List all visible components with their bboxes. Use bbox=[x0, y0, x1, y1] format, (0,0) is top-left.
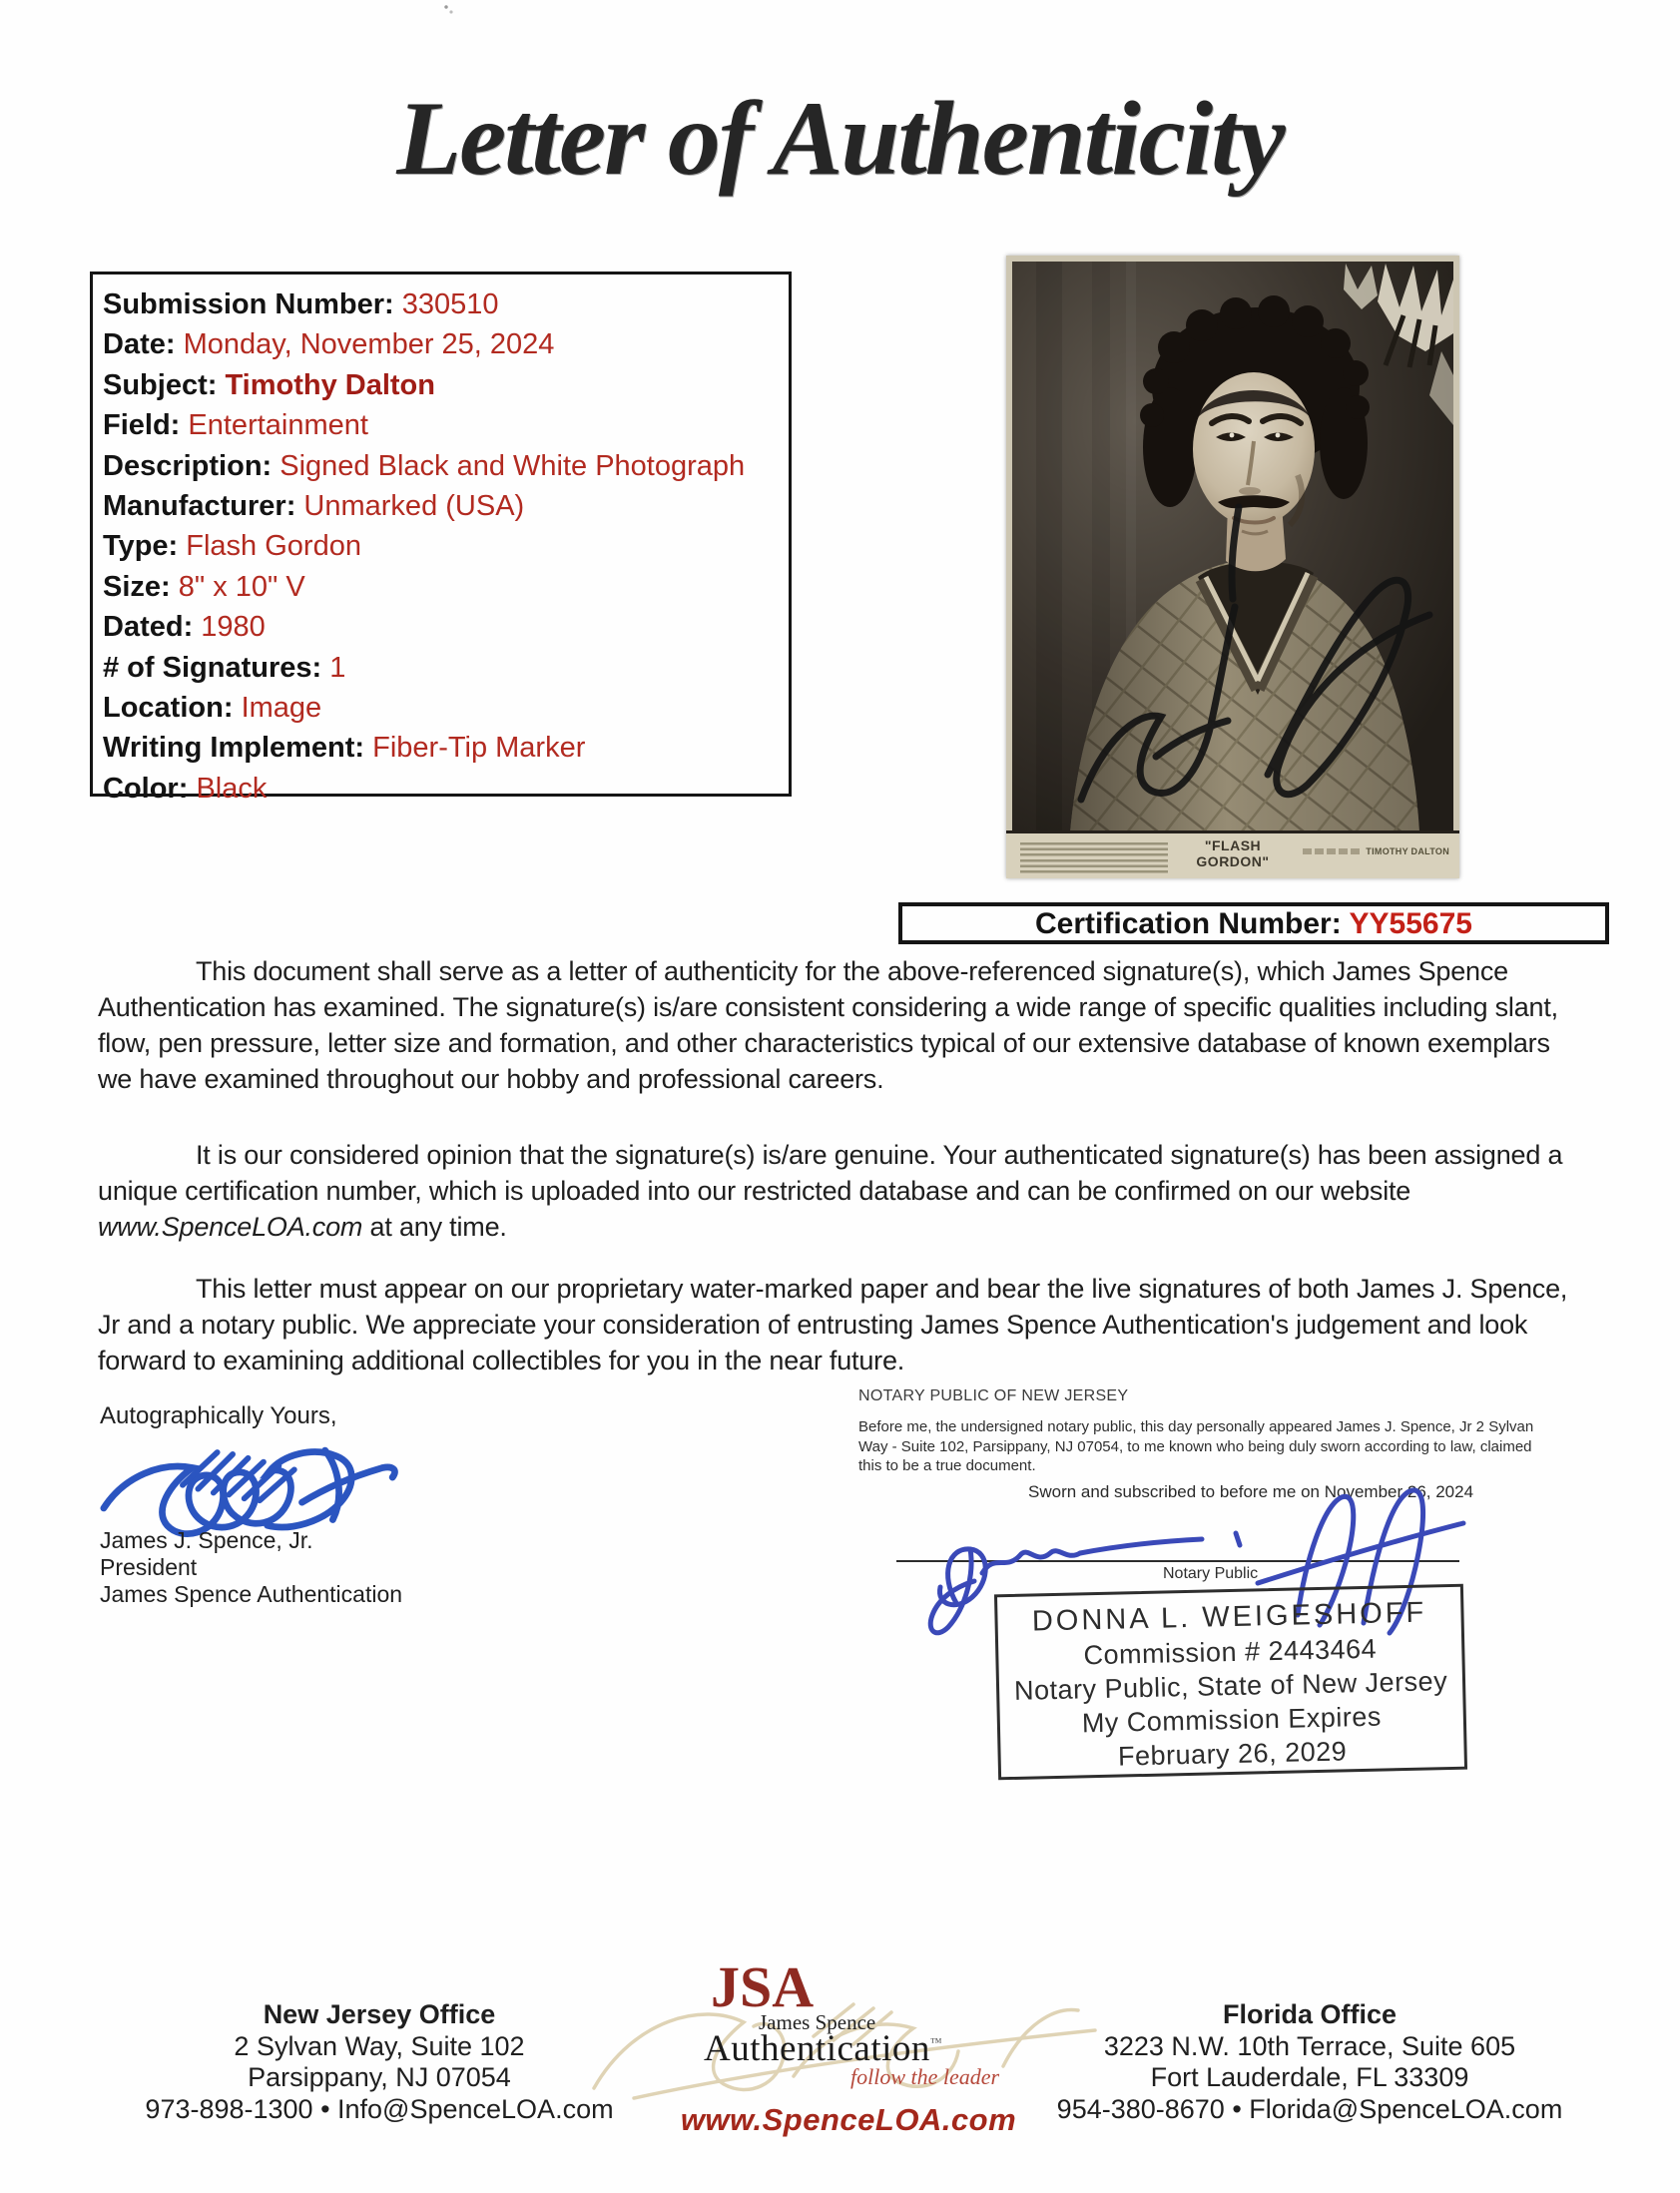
detail-row bbox=[103, 607, 789, 647]
notary-statement: Before me, the undersigned notary public, this day personally appeared James J. Spence, Jr 2 Sylvan Way - Suite 102, Parsippany, NJ 07054, to me known who being duly sworn according to law, claimed this to be a true document. bbox=[858, 1418, 1534, 1474]
body-paragraph-3: This letter must appear on our proprietary water-marked paper and bear the live signatures of both James J. Spence, Jr and a notary public. We appreciate your consideration of entrusting James Spence Authentication's judgement and look forward to examining additional collectibles for you in the near future. bbox=[98, 1274, 1568, 1375]
trademark-symbol: ™ bbox=[929, 2035, 943, 2049]
jsa-logo-acronym: JSA bbox=[711, 1954, 815, 2019]
paragraph-2-text: It is our considered opinion that the signature(s) is/are genuine. Your authenticated signature(s) has been assigned a unique certification number, which is uploaded into our restricted database and can be confirmed on our website bbox=[98, 1140, 1563, 1206]
certification-number-box bbox=[898, 902, 1609, 944]
detail-label: # of Signatures: bbox=[103, 651, 322, 684]
nj-office-address2: Parsippany, NJ 07054 bbox=[248, 2062, 511, 2092]
nj-office-address1: 2 Sylvan Way, Suite 102 bbox=[234, 2030, 525, 2061]
notary-heading: NOTARY PUBLIC OF NEW JERSEY bbox=[858, 1387, 1129, 1404]
fl-office-title: Florida Office bbox=[1222, 1999, 1398, 2029]
submission-details-box bbox=[90, 272, 792, 805]
stamp-expires-date: February 26, 2029 bbox=[1117, 1736, 1348, 1772]
detail-row bbox=[103, 728, 789, 768]
detail-label: Writing Implement: bbox=[103, 732, 365, 765]
fl-office-address1: 3223 N.W. 10th Terrace, Suite 605 bbox=[1103, 2030, 1516, 2061]
stamp-notary-title: Notary Public, State of New Jersey bbox=[1013, 1666, 1448, 1706]
detail-value: Monday, November 25, 2024 bbox=[183, 328, 555, 361]
body-paragraph-2 bbox=[98, 1137, 1590, 1245]
signer-role: President bbox=[100, 1554, 198, 1580]
detail-label: Location: bbox=[103, 692, 234, 725]
detail-value: Entertainment bbox=[188, 409, 368, 442]
detail-value: 330510 bbox=[401, 288, 499, 320]
detail-row bbox=[103, 284, 789, 324]
scan-speck bbox=[443, 4, 455, 16]
detail-value: Fiber-Tip Marker bbox=[372, 732, 586, 765]
fl-office-address2: Fort Lauderdale, FL 33309 bbox=[1150, 2062, 1469, 2092]
jsa-website: www.SpenceLOA.com bbox=[680, 2102, 1017, 2137]
certification-label: Certification Number: bbox=[1035, 907, 1342, 940]
notary-stamp bbox=[994, 1584, 1467, 1781]
body-paragraph-1: This document shall serve as a letter of authenticity for the above-referenced signature(s), which James Spence Authentication has examined. The signature(s) is/are consistent considering a wide range of specific qualities including slant, flow, pen pressure, letter size and formation, and other characteristics typical of our extensive database of known exemplars we have examined throughout our hobby and professional careers. bbox=[98, 956, 1558, 1094]
detail-row bbox=[103, 365, 789, 405]
signer-block bbox=[100, 1527, 402, 1608]
detail-label: Field: bbox=[103, 409, 181, 442]
nj-office-title: New Jersey Office bbox=[263, 1999, 496, 2029]
salutation: Autographically Yours, bbox=[100, 1402, 337, 1429]
signer-name: James J. Spence, Jr. bbox=[100, 1527, 313, 1553]
photo-caption-line2: GORDON" bbox=[1196, 853, 1270, 869]
stamp-commission-number: Commission # 2443464 bbox=[1083, 1633, 1378, 1671]
stamp-expires-label: My Commission Expires bbox=[1081, 1701, 1383, 1739]
detail-label: Submission Number: bbox=[103, 288, 394, 320]
detail-row bbox=[103, 405, 789, 445]
detail-value: Image bbox=[241, 692, 322, 725]
notary-signature-label: Notary Public bbox=[1163, 1565, 1259, 1582]
detail-row bbox=[103, 769, 789, 809]
stamp-notary-name: DONNA L. WEIGESHOFF bbox=[1031, 1596, 1427, 1638]
photo-credit-name: TIMOTHY DALTON bbox=[1366, 846, 1449, 856]
detail-value: Timothy Dalton bbox=[225, 368, 435, 401]
detail-value: Signed Black and White Photograph bbox=[280, 449, 746, 482]
detail-row bbox=[103, 486, 789, 526]
page-title: Letter of Authenticity bbox=[396, 80, 1284, 197]
photo-credit-smallprint bbox=[1303, 848, 1361, 854]
detail-value: 8" x 10" V bbox=[178, 570, 305, 603]
footer-nj-office bbox=[120, 1999, 639, 2125]
detail-label: Dated: bbox=[103, 611, 194, 644]
nj-office-contact: 973-898-1300 • Info@SpenceLOA.com bbox=[145, 2093, 614, 2124]
detail-row bbox=[103, 526, 789, 566]
photo-credit bbox=[1280, 846, 1449, 856]
detail-value: Flash Gordon bbox=[186, 530, 361, 563]
fl-office-contact: 954-380-8670 • Florida@SpenceLOA.com bbox=[1056, 2093, 1563, 2124]
paragraph-2-text-end: at any time. bbox=[362, 1212, 507, 1242]
detail-row bbox=[103, 688, 789, 728]
detail-label: Color: bbox=[103, 772, 189, 805]
certification-number: YY55675 bbox=[1349, 907, 1472, 940]
jsa-logo-name-small: James Spence bbox=[759, 2010, 876, 2034]
detail-value: Black bbox=[196, 772, 268, 805]
detail-row bbox=[103, 567, 789, 607]
portrait-illustration bbox=[1006, 256, 1459, 878]
detail-row bbox=[103, 324, 789, 364]
detail-row bbox=[103, 648, 789, 688]
detail-label: Description: bbox=[103, 449, 273, 482]
detail-label: Type: bbox=[103, 530, 179, 563]
footer-fl-office bbox=[1050, 1999, 1569, 2125]
signer-company: James Spence Authentication bbox=[100, 1581, 403, 1607]
detail-value: Unmarked (USA) bbox=[303, 490, 525, 523]
website-text: www.SpenceLOA.com bbox=[98, 1212, 363, 1242]
notary-sworn-line: Sworn and subscribed to before me on November 26, 2024 bbox=[1028, 1482, 1474, 1501]
photo-caption-line1: "FLASH bbox=[1204, 837, 1262, 853]
detail-label: Date: bbox=[103, 328, 176, 361]
jsa-logo-tagline: follow the leader bbox=[850, 2064, 1000, 2089]
signed-photograph bbox=[1006, 256, 1459, 878]
detail-row bbox=[103, 446, 789, 486]
jsa-logo-name-large: Authentication™ bbox=[704, 2028, 943, 2069]
detail-label: Manufacturer: bbox=[103, 490, 296, 523]
detail-value: 1980 bbox=[201, 611, 266, 644]
detail-value: 1 bbox=[329, 651, 346, 684]
detail-label: Subject: bbox=[103, 368, 218, 401]
detail-label: Size: bbox=[103, 570, 171, 603]
